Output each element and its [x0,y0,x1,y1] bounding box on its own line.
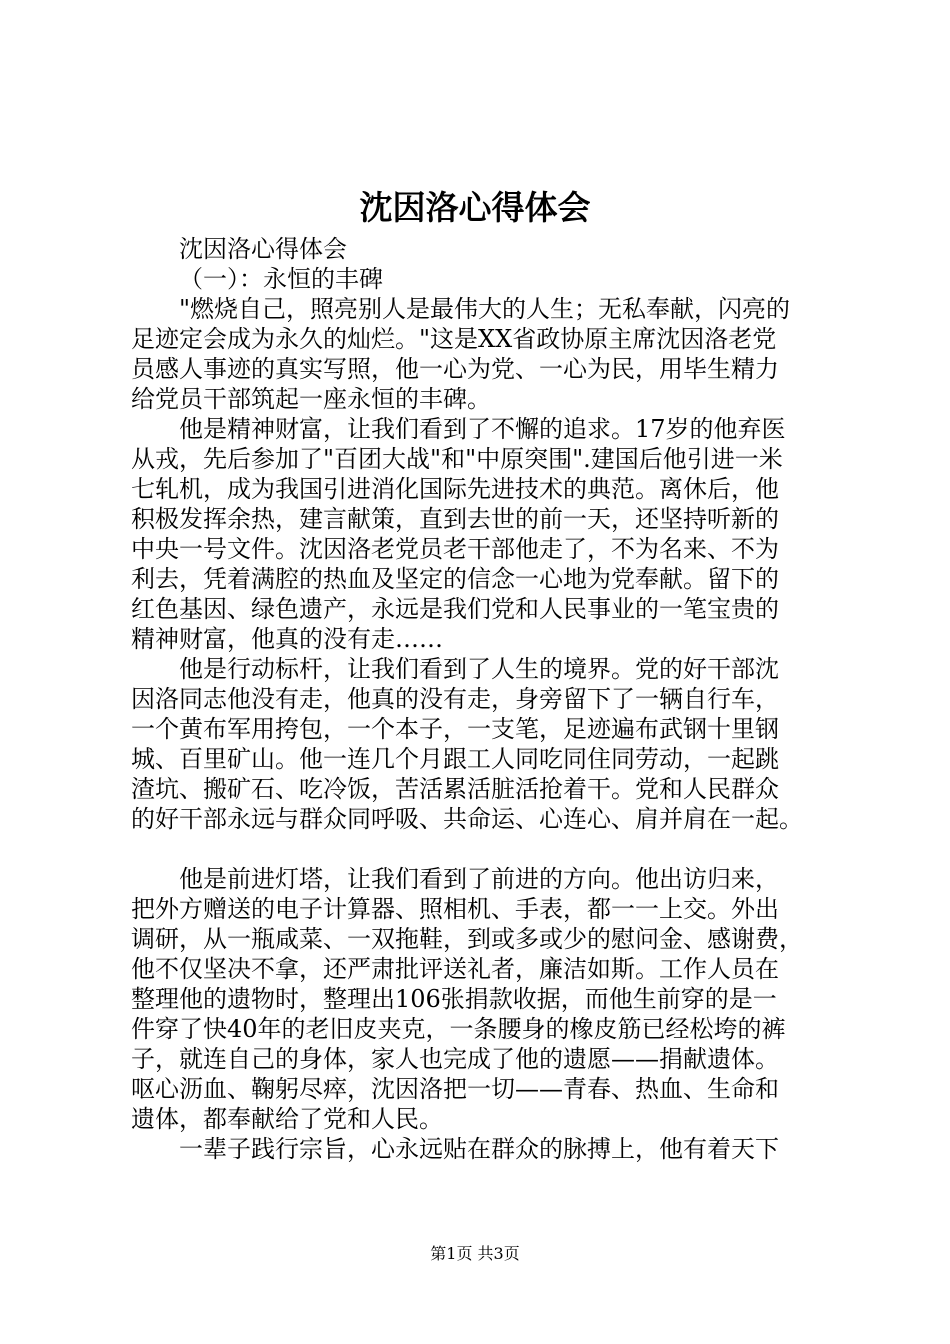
paragraph-2-line: 红色基因、绿色遗产，永远是我们党和人民事业的一笔宝贵的 [131,595,779,623]
paragraph-2-line: 从戎，先后参加了"百团大战"和"中原突围".建国后他引进一米 [131,445,783,473]
paragraph-4-line: 把外方赠送的电子计算器、照相机、手表，都一一上交。外出 [131,895,779,923]
page-footer: 第1页 共3页 [430,1244,520,1263]
paragraph-4-line: 呕心沥血、鞠躬尽瘁，沈因洛把一切——青春、热血、生命和 [131,1075,779,1103]
paragraph-3-line: 一个黄布军用挎包，一个本子，一支笔，足迹遍布武钢十里钢 [131,715,779,743]
paragraph-2-line: 七轧机，成为我国引进消化国际先进技术的典范。离休后，他 [131,475,779,503]
paragraph-4-line: 他不仅坚决不拿，还严肃批评送礼者，廉洁如斯。工作人员在 [131,955,779,983]
paragraph-spacer [131,834,831,864]
paragraph-1-line: 员感人事迹的真实写照，他一心为党、一心为民，用毕生精力 [131,355,779,383]
document-body [131,234,831,1164]
paragraph-4-line: 件穿了快40年的老旧皮夹克，一条腰身的橡皮筋已经松垮的裤 [131,1015,786,1043]
paragraph-2-line: 积极发挥余热，建言献策，直到去世的前一天，还坚持听新的 [131,505,779,533]
paragraph-2-line: 精神财富，他真的没有走…… [131,625,443,653]
paragraph-4-line: 调研，从一瓶咸菜、一双拖鞋，到或多或少的慰问金、感谢费， [131,925,803,953]
paragraph-3-line: 城、百里矿山。他一连几个月跟工人同吃同住同劳动，一起跳 [131,745,779,773]
paragraph-3-line: 他是行动标杆，让我们看到了人生的境界。党的好干部沈 [179,655,779,683]
paragraph-3-line: 的好干部永远与群众同呼吸、共命运、心连心、肩并肩在一起。 [131,805,803,833]
paragraph-2-line: 中央一号文件。沈因洛老党员老干部他走了，不为名来、不为 [131,535,779,563]
paragraph-1-line: "燃烧自己，照亮别人是最伟大的人生；无私奉献，闪亮的 [179,295,791,323]
paragraph-4-line: 遗体，都奉献给了党和人民。 [131,1105,443,1133]
paragraph-2-line: 利去，凭着满腔的热血及坚定的信念一心地为党奉献。留下的 [131,565,779,593]
subtitle-line: 沈因洛心得体会 [179,235,347,263]
paragraph-2-line: 他是精神财富，让我们看到了不懈的追求。17岁的他弃医 [179,415,786,443]
paragraph-1-line: 给党员干部筑起一座永恒的丰碑。 [131,385,491,413]
section-heading: （一）：永恒的丰碑 [179,265,383,293]
paragraph-1-line: 足迹定会成为永久的灿烂。"这是XX省政协原主席沈因洛老党 [131,325,777,353]
paragraph-3-line: 渣坑、搬矿石、吃冷饭，苦活累活脏活抢着干。党和人民群众 [131,775,779,803]
document-title: 沈因洛心得体会 [359,188,591,227]
paragraph-3-line: 因洛同志他没有走，他真的没有走，身旁留下了一辆自行车， [131,685,779,713]
paragraph-4-line: 子，就连自己的身体，家人也完成了他的遗愿——捐献遗体。 [131,1045,779,1073]
paragraph-4-line: 整理他的遗物时，整理出106张捐款收据，而他生前穿的是一 [131,985,777,1013]
paragraph-4-line: 他是前进灯塔，让我们看到了前进的方向。他出访归来， [179,865,779,893]
paragraph-5-line: 一辈子践行宗旨，心永远贴在群众的脉搏上，他有着天下 [179,1135,779,1163]
